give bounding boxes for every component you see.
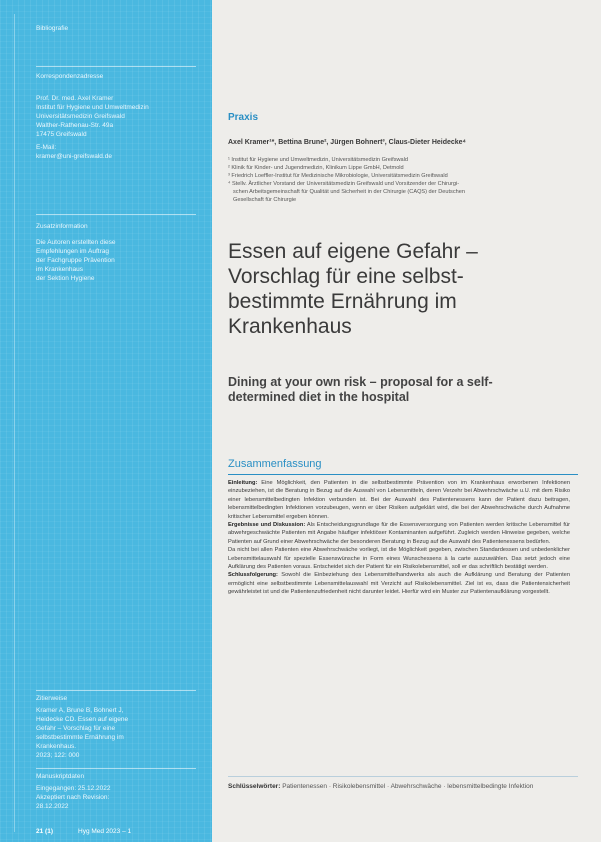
english-title bbox=[228, 375, 578, 405]
info-block bbox=[36, 238, 196, 283]
info-line: der Sektion Hygiene bbox=[36, 275, 95, 282]
citation-line: Gefahr – Vorschlag für eine bbox=[36, 725, 116, 732]
title-line: Essen auf eigene Gefahr – bbox=[228, 240, 478, 263]
author-list: Axel Kramer¹*, Bettina Brune², Jürgen Bohnert³, Claus-Dieter Heidecke⁴ bbox=[228, 139, 467, 146]
history-block bbox=[36, 784, 196, 811]
abstract-paragraph bbox=[228, 546, 570, 571]
divider bbox=[36, 768, 196, 769]
citation-heading: Zitierweise bbox=[36, 695, 68, 702]
affiliation: ¹ Institut für Hygiene und Umweltmedizin, Universitätsmedizin Greifswald bbox=[228, 157, 408, 163]
abstract bbox=[228, 479, 570, 597]
contact-line: Institut für Hygiene und Umweltmedizin bbox=[36, 104, 149, 111]
contact-heading: Korrespondenzadresse bbox=[36, 73, 104, 80]
keywords-text: Patientenessen · Risikolebensmittel · Abwehrschwäche · lebensmittelbedingte Infektion bbox=[280, 783, 534, 790]
contact-line: E-Mail: bbox=[36, 144, 57, 151]
history-line: 28.12.2022 bbox=[36, 803, 69, 810]
info-line: der Fachgruppe Prävention bbox=[36, 257, 115, 264]
sidebar-header: Bibliografie bbox=[36, 25, 69, 32]
summary-rule bbox=[228, 474, 578, 475]
affiliation: schen Arbeitsgemeinschaft für Qualität und Sicherheit in der Chirurgie (CAQS) der Deutschen bbox=[233, 189, 465, 195]
page-number: 21 (1) bbox=[36, 828, 53, 835]
affiliation: ² Klinik für Kinder- und Jugendmedizin, Klinikum Lippe GmbH, Detmold bbox=[228, 165, 404, 171]
journal-issue: Hyg Med 2023 – 1 bbox=[78, 828, 132, 835]
article-title bbox=[228, 239, 578, 339]
section-label: Praxis bbox=[228, 112, 259, 123]
info-line: Empfehlungen im Auftrag bbox=[36, 248, 109, 255]
subtitle-line: Dining at your own risk – proposal for a self- bbox=[228, 375, 493, 389]
history-line: Akzeptiert nach Revision: bbox=[36, 794, 110, 801]
contact-line: 17475 Greifswald bbox=[36, 131, 87, 138]
citation-line: Krankenhaus. bbox=[36, 743, 77, 750]
citation-line: selbstbestimmte Ernährung im bbox=[36, 734, 124, 741]
divider bbox=[36, 690, 196, 691]
keywords-rule bbox=[228, 776, 578, 777]
abstract-label: Ergebnisse und Diskussion: bbox=[228, 522, 306, 529]
abstract-label: Schlussfolgerung: bbox=[228, 572, 278, 579]
contact-line: Prof. Dr. med. Axel Kramer bbox=[36, 95, 114, 102]
keywords bbox=[228, 782, 570, 791]
info-heading: Zusatzinformation bbox=[36, 223, 88, 230]
abstract-paragraph bbox=[228, 479, 570, 521]
abstract-text: Sowohl die Einbeziehung des Lebensmittelhandwerks als auch die Aufklärung und Beratung der Patienten ermöglicht eine selbstbestimmte Lebensmittelauswahl mit Verzicht auf Risikolebensmittel. Ziel ist es, dass die Patientensicherheit gewährleistet ist und die Patientenzufriedenheit nicht darunter leidet. Hierfür wird ein Muster zur Patientenaufklärung vorgestellt. bbox=[228, 572, 570, 596]
citation-block bbox=[36, 706, 196, 760]
article bbox=[228, 0, 578, 842]
abstract-text: Als Entscheidungsgrundlage für die Essensversorgung von Patienten werden kritische Lebensmittel für abwehrgeschwächte Patienten mit Angabe häufiger infektiöser Kontaminanten aufgeführt. Zugleich werden Hinweise gegeben, welche Patienten auf Grund einer Abwehrschwäche der besonderen Beratung in Bezug auf die Auswahl des Patientenessens bedürfen. bbox=[228, 522, 571, 545]
info-line: Die Autoren erstellten diese bbox=[36, 239, 116, 246]
citation-line: 2023; 122: 000 bbox=[36, 752, 80, 759]
title-line: Krankenhaus bbox=[228, 315, 352, 338]
divider bbox=[36, 214, 196, 215]
citation-line: Kramer A, Brune B, Bohnert J, bbox=[36, 707, 124, 714]
affiliation: Gesellschaft für Chirurgie bbox=[233, 197, 297, 203]
citation-line: Heidecke CD. Essen auf eigene bbox=[36, 716, 129, 723]
summary-heading: Zusammenfassung bbox=[228, 458, 322, 470]
email-link[interactable]: kramer@uni-greifswald.de bbox=[36, 153, 112, 160]
divider bbox=[36, 66, 196, 67]
history-line: Eingegangen: 25.12.2022 bbox=[36, 785, 111, 792]
abstract-text: Da nicht bei allen Patienten eine Abwehrschwäche vorliegt, ist die Möglichkeit gegeben, zwischen Standardessen und unbedenklicher Lebensmittelauswahl für spezielle Essenswünsche in Form eines Wunschessens à la carte auszuwählen. Das setzt jedoch eine Aufklärung des Patienten voraus. Entscheidet sich der Patient für ein Risikolebensmittel, soll er das schriftlich bestätigt werden. bbox=[228, 547, 570, 571]
contact-block bbox=[36, 94, 196, 161]
abstract-paragraph bbox=[228, 521, 570, 546]
history-heading: Manuskriptdaten bbox=[36, 773, 85, 780]
title-line: Vorschlag für eine selbst- bbox=[228, 265, 464, 288]
sidebar bbox=[0, 0, 212, 842]
info-line: im Krankenhaus bbox=[36, 266, 83, 273]
abstract-label: Einleitung: bbox=[228, 480, 258, 486]
contact-line: Walther-Rathenau-Str. 49a bbox=[36, 122, 114, 129]
affiliation: ⁴ Stellv. Ärztlicher Vorstand der Universitätsmedizin Greifswald und Vorsitzender der Chirurgi- bbox=[228, 181, 460, 187]
subtitle-line: determined diet in the hospital bbox=[228, 390, 410, 404]
affiliation: ³ Friedrich Loeffler-Institut für Medizinische Mikrobiologie, Universitätsmedizin Greifswald bbox=[228, 173, 448, 179]
keywords-label: Schlüsselwörter: bbox=[228, 783, 281, 790]
abstract-paragraph bbox=[228, 571, 570, 596]
contact-line: Universitätsmedizin Greifswald bbox=[36, 113, 125, 120]
title-line: bestimmte Ernährung im bbox=[228, 290, 457, 313]
abstract-text: Eine Möglichkeit, den Patienten in die selbstbestimmte Prävention von im Krankenhaus erworbenen Infektionen einzubeziehen, ist die Beratung in Bezug auf die Auswahl von Lebensmitteln, deren Verzehr bei Abwehrschwäche u.U. mit dem Risiko einer lebensmittelbedingten Infektion verbunden ist. Bei der Auswahl des Patientenessens kann der Patient dazu beitragen, lebensmittelbedingten Infektionen vorzubeugen, wenn er über Risiken aufgeklärt wird, die bei der Abwehrschwäche durch Aufnahme kritischer Lebensmittel ergeben können. bbox=[228, 480, 570, 520]
